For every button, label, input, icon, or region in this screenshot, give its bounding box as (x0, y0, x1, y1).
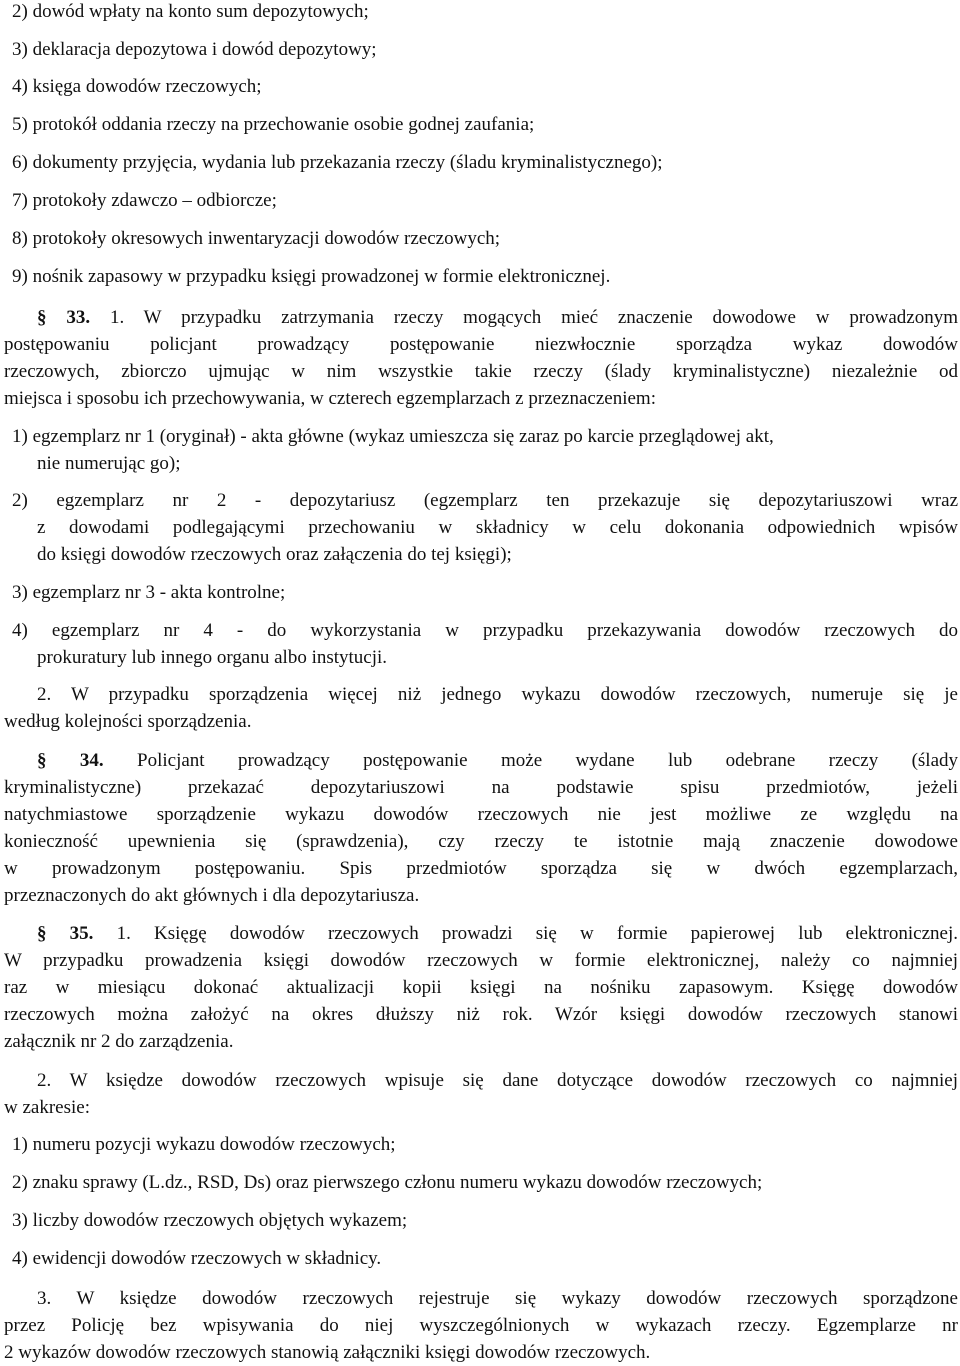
list-item-continuation: nie numerując go); (37, 453, 181, 474)
paragraph-line: 3. W księdze dowodów rzeczowych rejestruje się wykazy dowodów rzeczowych sporządzone (37, 1288, 958, 1309)
paragraph-line: W przypadku prowadzenia księgi dowodów rzeczowych w formie elektronicznej, należy co najmniej (4, 950, 958, 971)
paragraph-text: 1. W przypadku zatrzymania rzeczy mogących mieć znaczenie dowodowe w prowadzonym (109, 307, 958, 328)
list-item: 5) protokół oddania rzeczy na przechowanie osobie godnej zaufania; (12, 114, 535, 135)
paragraph-line: załącznik nr 2 do zarządzenia. (4, 1031, 234, 1052)
list-item: 2) znaku sprawy (L.dz., RSD, Ds) oraz pierwszego członu numeru wykazu dowodów rzeczowych; (12, 1172, 763, 1193)
list-item: 6) dokumenty przyjęcia, wydania lub przekazania rzeczy (śladu kryminalistycznego); (12, 152, 663, 173)
paragraph-line: rzeczowych, zbiorczo ujmując w nim wszystkie takie rzeczy (ślady kryminalistyczne) niezależnie od (4, 361, 958, 382)
paragraph-line: w zakresie: (4, 1097, 90, 1118)
paragraph-line: kryminalistyczne) przekazać depozytariuszowi na podstawie spisu przedmiotów, jeżeli (4, 777, 958, 798)
paragraph-line (37, 307, 958, 329)
list-item-continuation: z dowodami podlegającymi przechowaniu w składnicy w celu dokonania odpowiednich wpisów (37, 517, 958, 538)
paragraph-text: Policjant prowadzący postępowanie może wydane lub odebrane rzeczy (ślady (137, 750, 958, 771)
list-item: 2) egzemplarz nr 2 - depozytariusz (egzemplarz ten przekazuje się depozytariuszowi wraz (12, 490, 958, 511)
list-item: 3) liczby dowodów rzeczowych objętych wykazem; (12, 1210, 408, 1231)
list-item: 1) numeru pozycji wykazu dowodów rzeczowych; (12, 1134, 396, 1155)
paragraph-line: raz w miesiącu dokonać aktualizacji kopii księgi na nośniku zapasowym. Księgę dowodów (4, 977, 958, 998)
section-number: § 33. (37, 307, 91, 328)
list-item: 4) księga dowodów rzeczowych; (12, 76, 262, 97)
list-item: 8) protokoły okresowych inwentaryzacji dowodów rzeczowych; (12, 228, 501, 249)
list-item: 7) protokoły zdawczo – odbiorcze; (12, 190, 277, 211)
paragraph-line: w prowadzonym postępowaniu. Spis przedmiotów sporządza się w dwóch egzemplarzach, (4, 858, 958, 879)
list-item: 3) deklaracja depozytowa i dowód depozytowy; (12, 39, 377, 60)
list-item: 9) nośnik zapasowy w przypadku księgi prowadzonej w formie elektronicznej. (12, 266, 611, 287)
list-item: 3) egzemplarz nr 3 - akta kontrolne; (12, 582, 286, 603)
list-item-continuation: prokuratury lub innego organu albo instytucji. (37, 647, 388, 668)
paragraph-line: miejsca i sposobu ich przechowywania, w czterech egzemplarzach z przeznaczeniem: (4, 388, 656, 409)
paragraph-line: 2. W księdze dowodów rzeczowych wpisuje się dane dotyczące dowodów rzeczowych co najmniej (37, 1070, 958, 1091)
paragraph-line: postępowaniu policjant prowadzący postępowanie niezwłocznie sporządza wykaz dowodów (4, 334, 958, 355)
list-item: 1) egzemplarz nr 1 (oryginał) - akta główne (wykaz umieszcza się zaraz po karcie przeglądowej akt, (12, 426, 774, 447)
paragraph-line (37, 750, 958, 772)
list-item: 4) ewidencji dowodów rzeczowych w składnicy. (12, 1248, 382, 1269)
paragraph-line: natychmiastowe sporządzenie wykazu dowodów rzeczowych nie jest możliwe ze względu na (4, 804, 958, 825)
paragraph-line: rzeczowych można założyć na okres dłuższy niż rok. Wzór księgi dowodów rzeczowych stanowi (4, 1004, 958, 1025)
paragraph-text: 1. Księgę dowodów rzeczowych prowadzi się w formie papierowej lub elektronicznej. (116, 923, 958, 944)
paragraph-line: konieczność upewnienia się (sprawdzenia), czy rzeczy te istotnie mają znaczenie dowodowe (4, 831, 958, 852)
section-number: § 35. (37, 923, 94, 944)
list-item-continuation: do księgi dowodów rzeczowych oraz załączenia do tej księgi); (37, 544, 512, 565)
paragraph-line: przez Policję bez wpisywania do niej wyszczególnionych w wykazach rzeczy. Egzemplarze nr (4, 1315, 958, 1336)
list-item: 2) dowód wpłaty na konto sum depozytowych; (12, 1, 369, 22)
list-item: 4) egzemplarz nr 4 - do wykorzystania w przypadku przekazywania dowodów rzeczowych do (12, 620, 958, 641)
section-number: § 34. (37, 750, 104, 771)
paragraph-line: przeznaczonych do akt głównych i dla depozytariusza. (4, 885, 420, 906)
paragraph-line: 2. W przypadku sporządzenia więcej niż jednego wykazu dowodów rzeczowych, numeruje się je (37, 684, 958, 705)
paragraph-line: według kolejności sporządzenia. (4, 711, 252, 732)
paragraph-line: 2 wykazów dowodów rzeczowych stanowią załączniki księgi dowodów rzeczowych. (4, 1342, 651, 1363)
paragraph-line (37, 923, 958, 945)
